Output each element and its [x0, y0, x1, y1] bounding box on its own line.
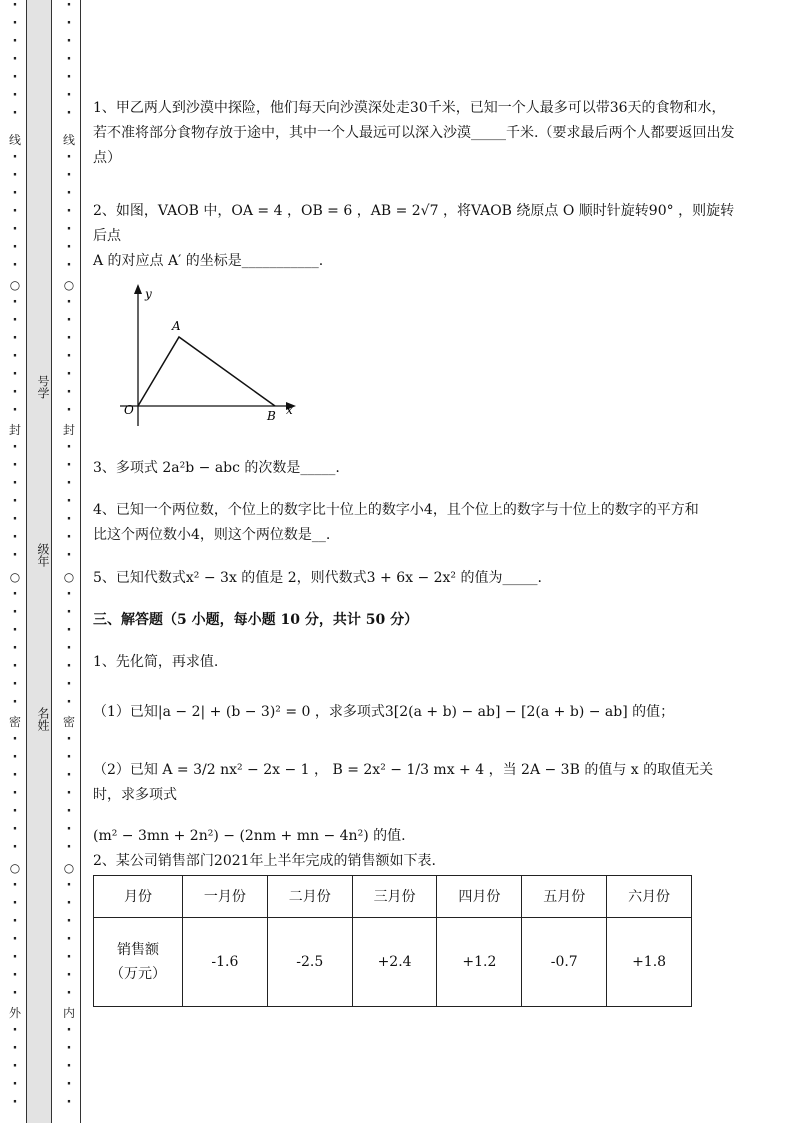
- dot: ·: [12, 295, 18, 310]
- dot: ·: [66, 313, 72, 328]
- dot: ·: [12, 186, 18, 201]
- dot: ·: [12, 258, 18, 273]
- dot: ·: [66, 240, 72, 255]
- dot: ·: [12, 548, 18, 563]
- outer-marker: ○: [9, 861, 21, 875]
- inner-marker: ○: [63, 861, 75, 875]
- table-cell: +1.8: [607, 917, 692, 1006]
- dot: ·: [66, 1095, 72, 1110]
- dot: ·: [12, 403, 18, 418]
- question-4-line-2: 比这个两位数小4，则这个两位数是__.: [93, 527, 331, 543]
- dot: ·: [66, 295, 72, 310]
- dot: ·: [12, 623, 18, 638]
- point-b-label: B: [267, 409, 276, 423]
- dot: ·: [66, 878, 72, 893]
- dot: ·: [12, 950, 18, 965]
- inner-marker: 封: [62, 423, 75, 437]
- dot: ·: [66, 950, 72, 965]
- dot: ·: [66, 548, 72, 563]
- dot: ·: [66, 732, 72, 747]
- dot: ·: [66, 587, 72, 602]
- dot: ·: [66, 641, 72, 656]
- section-3-heading: 三、解答题（5 小题，每小题 10 分，共计 50 分）: [93, 612, 419, 628]
- dot: ·: [66, 932, 72, 947]
- dot: ·: [66, 1023, 72, 1038]
- dot: ·: [66, 16, 72, 31]
- point-o-label: O: [124, 403, 134, 417]
- dot: ·: [66, 623, 72, 638]
- dot: ·: [12, 530, 18, 545]
- dot: ·: [12, 367, 18, 382]
- dot: ·: [66, 494, 72, 509]
- dot: ·: [12, 88, 18, 103]
- dot: ·: [66, 204, 72, 219]
- dot: ·: [12, 1095, 18, 1110]
- student-info-strip: [26, 0, 52, 1123]
- dot: ·: [12, 840, 18, 855]
- dot: ·: [66, 512, 72, 527]
- dot: ·: [66, 385, 72, 400]
- dot: ·: [66, 168, 72, 183]
- dot: ·: [12, 494, 18, 509]
- dot: ·: [12, 150, 18, 165]
- dot: ·: [12, 16, 18, 31]
- dot: ·: [12, 587, 18, 602]
- question-4: [93, 498, 738, 548]
- outer-marker: 外: [8, 1006, 21, 1020]
- solve-question-1: 1、先化简，再求值.: [93, 654, 219, 670]
- dot: ·: [66, 186, 72, 201]
- part-2-line-2: (m² − 3mn + 2n²) − (2nm + mn − 4n²) 的值.: [93, 828, 406, 844]
- grade-label: 级年: [36, 543, 50, 567]
- dot: ·: [12, 52, 18, 67]
- outer-marker: 线: [8, 133, 21, 147]
- outer-marker: 密: [8, 715, 21, 729]
- solve-question-2: 2、某公司销售部门2021年上半年完成的销售额如下表.: [93, 853, 436, 869]
- student-number-label: 号学: [36, 375, 50, 399]
- dot: ·: [66, 986, 72, 1001]
- question-1: 1、甲乙两人到沙漠中探险，他们每天向沙漠深处走30千米，已知一个人最多可以带36天的食物和水，若不准将部分食物存放于途中，其中一个人最远可以深入沙漠_____千米.（要求最后两个人都要返回出发点）: [93, 100, 735, 166]
- dot: ·: [66, 88, 72, 103]
- table-header-cell: 三月份: [352, 876, 437, 918]
- dot: ·: [12, 349, 18, 364]
- outer-marker: ○: [9, 278, 21, 292]
- dot: ·: [66, 52, 72, 67]
- dot: ·: [12, 1077, 18, 1092]
- dot: ·: [66, 968, 72, 983]
- table-header-cell: 六月份: [607, 876, 692, 918]
- dot: ·: [12, 458, 18, 473]
- inner-marker: 内: [62, 1006, 75, 1020]
- part-2-line-1: （2）已知 A = 3/2 nx² − 2x − 1 ， B = 2x² − 1/3 mx + 4 ，当 2A − 3B 的值与 x 的取值无关时，求多项式: [93, 762, 714, 803]
- binding-margin: [0, 0, 82, 1123]
- table-header-cell: 二月份: [267, 876, 352, 918]
- dot: ·: [12, 331, 18, 346]
- dot: ·: [66, 1059, 72, 1074]
- dot: ·: [66, 914, 72, 929]
- dot: ·: [66, 1077, 72, 1092]
- question-5: 5、已知代数式x² − 3x 的值是 2，则代数式3 + 6x − 2x² 的值为_____.: [93, 570, 542, 586]
- dot: ·: [66, 695, 72, 710]
- dot: ·: [66, 150, 72, 165]
- triangle-sides: [138, 337, 275, 406]
- dot: ·: [12, 932, 18, 947]
- dot: ·: [66, 659, 72, 674]
- dot: ·: [12, 695, 18, 710]
- dot: ·: [12, 385, 18, 400]
- dot: ·: [12, 986, 18, 1001]
- dot: ·: [12, 34, 18, 49]
- table-cell: -1.6: [183, 917, 268, 1006]
- outer-marker: ○: [9, 570, 21, 584]
- table-header-cell: 四月份: [437, 876, 522, 918]
- inner-marker: ○: [63, 278, 75, 292]
- dot: ·: [12, 0, 18, 13]
- dot: ·: [66, 1041, 72, 1056]
- name-label: 名姓: [36, 707, 50, 731]
- dot: ·: [66, 403, 72, 418]
- dot: ·: [12, 1023, 18, 1038]
- table-header-cell: 五月份: [522, 876, 607, 918]
- question-2: [93, 199, 738, 274]
- dot: ·: [66, 605, 72, 620]
- dot: ·: [66, 458, 72, 473]
- table-cell: -2.5: [267, 917, 352, 1006]
- dot: ·: [12, 106, 18, 121]
- dot: ·: [66, 34, 72, 49]
- solve-question-1-part-2: [93, 758, 738, 849]
- table-cell: +2.4: [352, 917, 437, 1006]
- dot: ·: [12, 240, 18, 255]
- dot: ·: [12, 822, 18, 837]
- table-header-cell: 月份: [94, 876, 183, 918]
- outer-marker: 封: [8, 423, 21, 437]
- dot: ·: [12, 677, 18, 692]
- binding-border: [80, 0, 81, 1123]
- dot: ·: [66, 106, 72, 121]
- question-3: 3、多项式 2a²b − abc 的次数是_____.: [93, 460, 340, 476]
- dot: ·: [66, 896, 72, 911]
- dot: ·: [12, 768, 18, 783]
- dot: ·: [66, 786, 72, 801]
- dot: ·: [66, 530, 72, 545]
- dot: ·: [12, 512, 18, 527]
- table-header-row: [94, 876, 692, 918]
- dot: ·: [66, 750, 72, 765]
- dot: ·: [12, 968, 18, 983]
- inner-marker: ○: [63, 570, 75, 584]
- inner-marker: 线: [62, 133, 75, 147]
- table-cell: -0.7: [522, 917, 607, 1006]
- dot: ·: [12, 70, 18, 85]
- triangle-figure: [110, 280, 310, 430]
- dot: ·: [12, 732, 18, 747]
- dot: ·: [12, 786, 18, 801]
- dot: ·: [12, 222, 18, 237]
- dot: ·: [12, 1059, 18, 1074]
- inner-dotted-line: [58, 0, 80, 1123]
- dot: ·: [66, 0, 72, 13]
- question-2-line-1: 2、如图，VAOB 中，OA = 4 ，OB = 6 ，AB = 2√7 ，将VAOB 绕原点 O 顺时针旋转90° ，则旋转后点: [93, 203, 735, 244]
- dot: ·: [12, 896, 18, 911]
- dot: ·: [66, 440, 72, 455]
- dot: ·: [12, 313, 18, 328]
- sales-table: [93, 875, 692, 1007]
- dot: ·: [12, 641, 18, 656]
- dot: ·: [12, 878, 18, 893]
- table-header-cell: 一月份: [183, 876, 268, 918]
- dot: ·: [66, 70, 72, 85]
- dot: ·: [12, 440, 18, 455]
- dot: ·: [66, 258, 72, 273]
- dot: ·: [66, 476, 72, 491]
- dot: ·: [66, 222, 72, 237]
- dot: ·: [12, 750, 18, 765]
- inner-marker: 密: [62, 715, 75, 729]
- dot: ·: [12, 605, 18, 620]
- dot: ·: [12, 659, 18, 674]
- dot: ·: [12, 914, 18, 929]
- dot: ·: [12, 804, 18, 819]
- dot: ·: [66, 367, 72, 382]
- question-4-line-1: 4、已知一个两位数，个位上的数字比十位上的数字小4，且个位上的数字与十位上的数字的平方和: [93, 502, 699, 518]
- dot: ·: [12, 204, 18, 219]
- x-axis-label: x: [286, 403, 293, 417]
- y-axis-arrow-icon: [134, 284, 142, 294]
- outer-dotted-line: [4, 0, 26, 1123]
- point-a-label: A: [172, 319, 181, 333]
- y-axis-label: y: [145, 287, 152, 301]
- dot: ·: [12, 476, 18, 491]
- table-row: [94, 917, 692, 1006]
- dot: ·: [66, 677, 72, 692]
- solve-question-1-part-1: （1）已知|a − 2| + (b − 3)² = 0 ，求多项式3[2(a + b) − ab] − [2(a + b) − ab] 的值；: [93, 704, 675, 720]
- row-label-cell: 销售额（万元）: [94, 917, 183, 1006]
- table-cell: +1.2: [437, 917, 522, 1006]
- dot: ·: [12, 168, 18, 183]
- question-2-line-2: A 的对应点 A′ 的坐标是___________.: [93, 253, 324, 269]
- dot: ·: [66, 768, 72, 783]
- dot: ·: [66, 822, 72, 837]
- dot: ·: [66, 804, 72, 819]
- dot: ·: [66, 349, 72, 364]
- dot: ·: [66, 331, 72, 346]
- dot: ·: [12, 1041, 18, 1056]
- dot: ·: [66, 840, 72, 855]
